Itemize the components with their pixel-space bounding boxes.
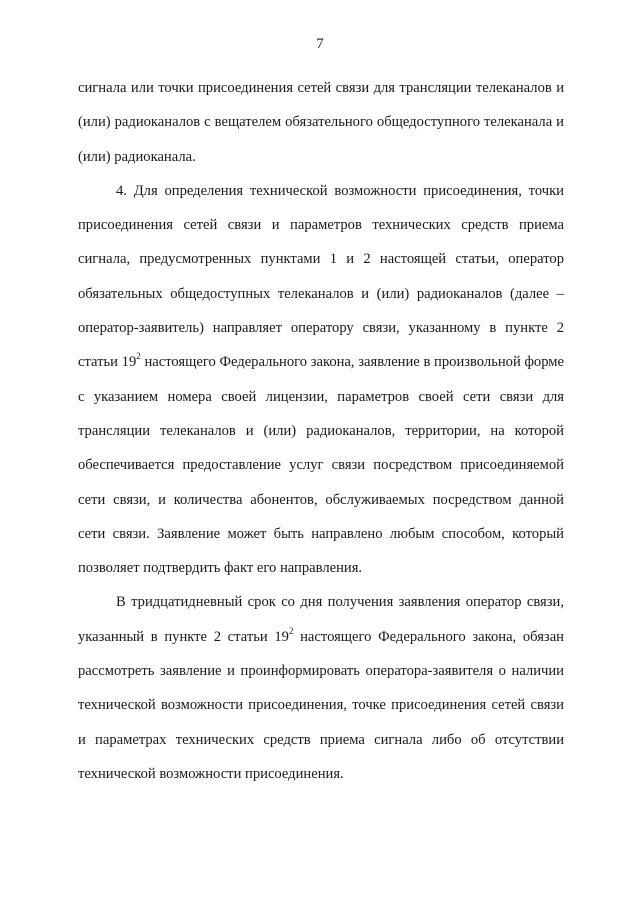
paragraph-thirty-day-text-end: настоящего Федерального закона, обязан рассмотреть заявление и проинформировать оператора-заявителя о наличии технической возможности присоединения, точке присоединения сетей связи и параметрах технических средств приема сигнала либо об отсутствии технической возможности присоединения. (78, 628, 564, 782)
paragraph-thirty-day-text-start: В тридцатидневный срок со дня получения заявления оператор связи, указанный в пункте 2 статьи 19 (78, 594, 564, 645)
paragraph-item-4-text-start: 4. Для определения технической возможности присоединения, точки присоединения сетей связи и параметров технических средств приема сигнала, предусмотренных пунктами 1 и 2 настоящей статьи, оператор обязательных общедоступных телеканалов и (или) радиоканалов (далее – оператор-заявитель) направляет оператору связи, указанному в пункте 2 статьи 19 (78, 182, 564, 371)
paragraph-item-4 (78, 174, 564, 586)
page-number: 7 (316, 36, 324, 52)
superscript-article-index: 2 (136, 351, 141, 362)
superscript-article-index: 2 (288, 625, 294, 636)
paragraph-continuation: сигнала или точки присоединения сетей связи для трансляции телеканалов и (или) радиоканалов с вещателем обязательного общедоступного телеканала и (или) радиоканала. (78, 80, 564, 165)
paragraph-item-4-text-end: настоящего Федерального закона, заявление в произвольной форме с указанием номера своей лицензии, параметров своей сети связи для трансляции телеканалов и (или) радиоканалов, территории, на которой обеспечивается предоставление услуг связи посредством присоединяемой сети связи, и количества абонентов, обслуживаемых посредством данной сети связи. Заявление может быть направлено любым способом, который позволяет подтвердить факт его направления. (78, 354, 564, 577)
document-body (78, 71, 564, 791)
paragraph-thirty-day-term (78, 585, 564, 791)
